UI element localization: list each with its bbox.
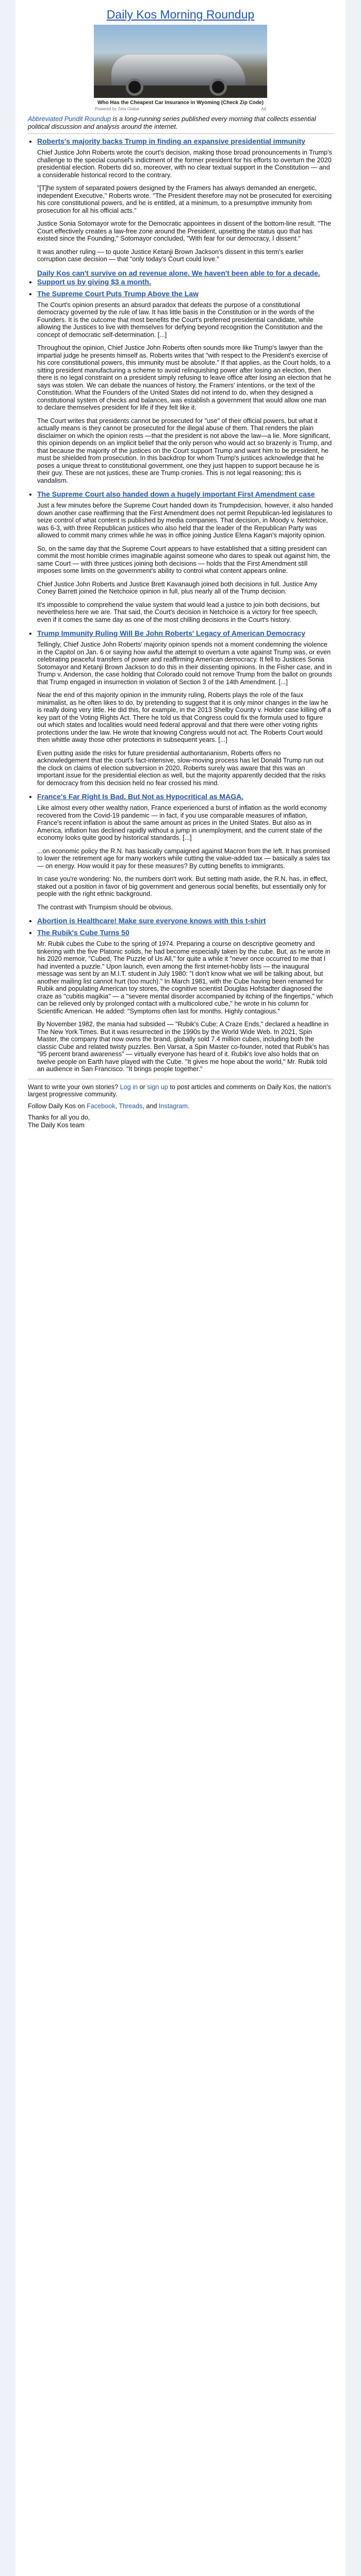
write-stories-text: Want to write your own stories? Log in or sign up to post articles and comments on Daily Kos, the nation's largest progressive community. [28, 1083, 331, 1098]
story-paragraph: Throughout the opinion, Chief Justice John Roberts often sounds more like Trump's lawyer than the impartial judge he presents himself as. Roberts writes that "with respect to the President's exercise of his core constitutional powers, this immunity must be absolute." If that applies, as the Court holds, to a sitting president manufacturing a scheme to avoid relinquishing power after losing an election, then there is no legal constraint on a president simply refusing to leave office after losing an election that he says was stolen. We can debate the nuances of history, the Framers' intentions, or the text of the Constitution. What the Founders of the United States did not intend to do, when they designed a constitutional system of checks and balances, was establish a government that would allow one man to declare themselves president for life if they felt like it. [37, 344, 332, 411]
tshirt-promo-link[interactable]: Abortion is Healthcare! Make sure everyone knows with this t-shirt [37, 917, 266, 925]
ad-image[interactable] [94, 25, 267, 98]
login-link[interactable]: Log in [120, 1083, 138, 1091]
intro-text: Abbreviated Pundit Roundup is a long-running series published every morning that collects essential political discussion and analysis around the internet. [28, 115, 316, 130]
story-paragraph: Tellingly, Chief Justice John Roberts' majority opinion spends not a moment condemning the violence in the Capitol on Jan. 6 or saying how awful the attempt to overturn a vote against Trump was, or even celebrating peaceful transfers of power and reaffirming American democracy. It fell to Justices Sonia Sotomayor and Ketanji Brown Jackson to do this in their dissenting opinions. In the Fisher case, and in Trump v. Anderson, the case holding that Colorado could not remove Trump from the ballot on grounds that Trump engaged in insurrection in violation of Section 3 of the 14th Amendment. [...] [37, 641, 332, 686]
road-illustration [94, 86, 267, 98]
story-paragraph: In case you're wondering: No, the numbers don't work. But setting math aside, the R.N. has, in effect, staked out a position in favor of big government and generous social benefits, but essentially only for people with the right ethnic background. [37, 875, 328, 897]
story-headline[interactable]: France's Far Right Is Bad. But Not as Hypocritical as MAGA. [37, 792, 244, 801]
story-paragraph: Chief Justice John Roberts wrote the court's decision, making those broad pronouncements in Trump's challenge to the special counsel's indictment of the former president for his efforts to overturn the 2020 presidential election. Roberts did so, moreover, with no clear textual support in the Constitution — and a considerable historical record to the contrary. [37, 149, 332, 179]
story-paragraph: Chief Justice John Roberts and Justice Brett Kavanaugh joined both decisions in full. Justice Amy Coney Barrett joined the Netchoice opinion in full, plus nearly all of the Trump decision. [37, 580, 318, 595]
story-item [37, 269, 333, 290]
story-paragraph: It's impossible to comprehend the value system that would lead a justice to join both decisions, but nevertheless here we are. That said, the Court's decision in Netchoice is a victory for free speech, even if it comes the same day as one of the most chilling decisions in the Court's history. [37, 601, 320, 623]
story-paragraph: By November 1982, the mania had subsided — "Rubik's Cube; A Craze Ends," declared a headline in The New York Times. But it was resurrected in the 1990s by the World Wide Web. In 2021, Spin Master, the company that now owns the brand, globally sold 7.4 million cubes, including both the classic Cube and related twisty puzzles. Ben Varsat, a Spin Master co-founder, noted that Rubik's has "95 percent brand awareness" — virtually everyone has heard of it. Rubik's love also holds that on twelve people on Earth have played with the Cube. "It gives me hope about the world," Mr. Rubik told an audience in San Francisco. "It brings people together." [37, 1021, 330, 1073]
story-headline[interactable]: Trump Immunity Ruling Will Be John Roberts' Legacy of American Democracy [37, 629, 306, 637]
threads-link[interactable]: Threads [119, 1102, 143, 1110]
signup-link[interactable]: sign up [147, 1083, 168, 1091]
donation-appeal-link[interactable]: Daily Kos can't survive on ad revenue alone. We haven't been able to for a decade. Support us by giving $3 a month. [37, 268, 320, 286]
story-item [37, 290, 333, 485]
thanks-text: Thanks for all you do, The Daily Kos team [28, 1114, 90, 1129]
ad-label: Ad [261, 107, 266, 111]
story-headline[interactable]: The Rubik's Cube Turns 50 [37, 928, 129, 937]
ad-caption[interactable]: Who Has the Cheapest Car Insurance in Wyoming (Check Zip Code) [97, 100, 264, 106]
story-paragraph: The contrast with Trumpism should be obvious. [37, 903, 173, 911]
wheel-illustration [209, 78, 227, 96]
story-paragraph: Just a few minutes before the Supreme Court handed down its Trumpdecision, however, it also handed down another case reaffirming that the First Amendment does not permit Republican-led legislatures to seize control of what content is published by media companies. That decision, in Moody v. Netchoice, was 6-3, with three Republican justices who also held that the leader of the Republican Party was allowed to commit many crimes while he was in office joining Justice Elena Kagan's majority opinion. [37, 502, 333, 539]
story-headline[interactable]: Roberts's majority backs Trump in finding an expansive presidential immunity [37, 137, 305, 145]
facebook-link[interactable]: Facebook [87, 1102, 116, 1110]
story-headline[interactable]: The Supreme Court Puts Trump Above the Law [37, 289, 199, 298]
story-paragraph: The Court writes that presidents cannot be prosecuted for "use" of their official powers, but what it actually means is they cannot be prosecuted for the illegal abuse of them. That renders the plain disclaimer on which the opinion rests —that the president is not above the law—a lie. More significant, this opinion depends on an implicit belief that the only person who would act so brazenly is Trump, and that because the majority of the justices on the Court support Trump and want him to be president, he must be shielded from prosecution. In this backdrop for whom Trump's justices acknowledge that he poses a unique threat to constitutional government, one they just happen to support because he is their guy. These are not justices, these are Trump cronies. This is not legal reasoning; this is vandalism. [37, 417, 332, 484]
email-body [15, 0, 346, 2576]
follow-text: Follow Daily Kos on Facebook, Threads, and Instagram. [28, 1102, 190, 1110]
story-paragraph: ...on economic policy the R.N. has basically campaigned against Macron from the left. It has promised to lower the retirement age for many workers while cutting the value-added tax — basically a sales tax — on energy. How would it pay for these measures? By cutting benefits to immigrants. [37, 847, 331, 870]
instagram-link[interactable]: Instagram [158, 1102, 188, 1110]
wheel-illustration [126, 78, 143, 96]
story-paragraph: Like almost every other wealthy nation, France experienced a burst of inflation as the world economy recovered from the Covid-19 pandemic — in fact, if you use comparable measures of inflation, France's recent inflation is about the same amount as prices in the United States. But also as in America, inflation has declined rapidly without a jump in unemployment, and the current state of the economy looks quite good by historical standards. [...] [37, 804, 327, 841]
story-paragraph: Mr. Rubik cubes the Cube to the spring of 1974. Preparing a course on descriptive geometry and tinkering with the five Platonic solids, he had become especially taken by the cube. But, as he wrote in his 2020 memoir, "Cubed, The Puzzle of Us All," for quite a while it "never once occurred to me that I had invented a puzzle." Upon launch, even among the first internet-hobby lists — the inaugural message was sent by an M.I.T. student in July 1980: "I don't know what we will be talking about, but another mailing list cannot hurt (too much)." In March 1981, with the Cube having been renamed for Rubik and populating American toy stores, the cognitive scientist Douglas Hofstadter diagnosed the craze as "cubitis magikia" — a "severe mental disorder accompanied by itching of the fingertips," which can be relieved only by prolonged contact with a multicolored cube," he wrote in his column for Scientific American. He added: "Symptoms often last for months. Highly contagious." [37, 940, 333, 1015]
story-item [37, 928, 333, 1073]
intro-link[interactable]: Abbreviated Pundit Roundup [28, 115, 111, 123]
newsletter-title[interactable]: Daily Kos Morning Roundup [106, 8, 255, 21]
story-paragraph: It was another ruling — to quote Justice Ketanji Brown Jackson's dissent in this term's earlier corruption case decision — that "only today's Court could love." [37, 248, 304, 263]
story-paragraph: Justice Sonia Sotomayor wrote for the Democratic appointees in dissent of the bottom-line result. "The Court effectively creates a law-free zone around the President, upsetting the status quo that has existed since the Founding," Sotomayor concluded, "With fear for our democracy, I dissent." [37, 220, 332, 242]
story-paragraph: "[T]he system of separated powers designed by the Framers has always demanded an energetic, independent Executive," Roberts wrote. "The President therefore may not be prosecuted for exercising his core constitutional powers, and he is entitled, at a minimum, to a presumptive immunity from prosecution for all his official acts." [37, 184, 332, 214]
story-paragraph: Near the end of this majority opinion in the immunity ruling, Roberts plays the role of the faux minimalist, as he often likes to do, by pretending to suggest that it is only minor changes in the law he is really doing very little. He did this, for example, in the 2013 Shelby County v. Holder case killing off a key part of the Voting Rights Act. There he told us that Congress could fix the formula used to figure out which states and localities would need federal approval and that there were other voting rights protections under the law. He wrote that knowing Congress would not act. The Roberts Court would then whittle away those other protections in subsequent years. [...] [37, 691, 332, 743]
story-item [37, 792, 333, 911]
story-paragraph: So, on the same day that the Supreme Court appears to have established that a sitting president can commit the most horrible crimes imaginable against someone who dares to speak out against him, the same Court — with three justices joining both decisions — holds that the First Amendment still imposes some limits on the government's ability to control what content appears online. [37, 545, 331, 574]
story-item [37, 490, 333, 623]
ad-sponsor: Powered by Zeta Global [95, 107, 139, 111]
ad-block[interactable] [94, 25, 267, 111]
story-headline[interactable]: The Supreme Court also handed down a hugely important First Amendment case [37, 490, 315, 498]
story-item [37, 629, 333, 787]
signoff-text: The Daily Kos team [28, 1121, 85, 1129]
ad-footer [94, 107, 267, 111]
story-list [28, 137, 333, 1073]
story-paragraph: Even putting aside the risks for future presidential authoritarianism, Roberts offers no acknowledgement that the court's fact-intensive, slow-moving process has let Donald Trump run out the clock on claims of election subversion in 2020. Roberts surely was aware that this was an important issue for the presidential election as well, but the majority apparently decided that the risks for democracy from this decision held no fear crossed his mind. [37, 749, 326, 787]
divider [28, 133, 333, 134]
story-item [37, 137, 333, 263]
story-paragraph: The Court's opinion presents an absurd paradox that defeats the purpose of a constitutional democracy governed by the rule of law. It has little basis in the Constitution or in the words of the Founders. It is the outcome that most benefits the Court's preferred presidential candidate, while allowing the Justices to live with themselves for defying beyond recognition the Constitution and the concept of democratic self-determination. [...] [37, 301, 323, 338]
story-item [37, 917, 333, 928]
